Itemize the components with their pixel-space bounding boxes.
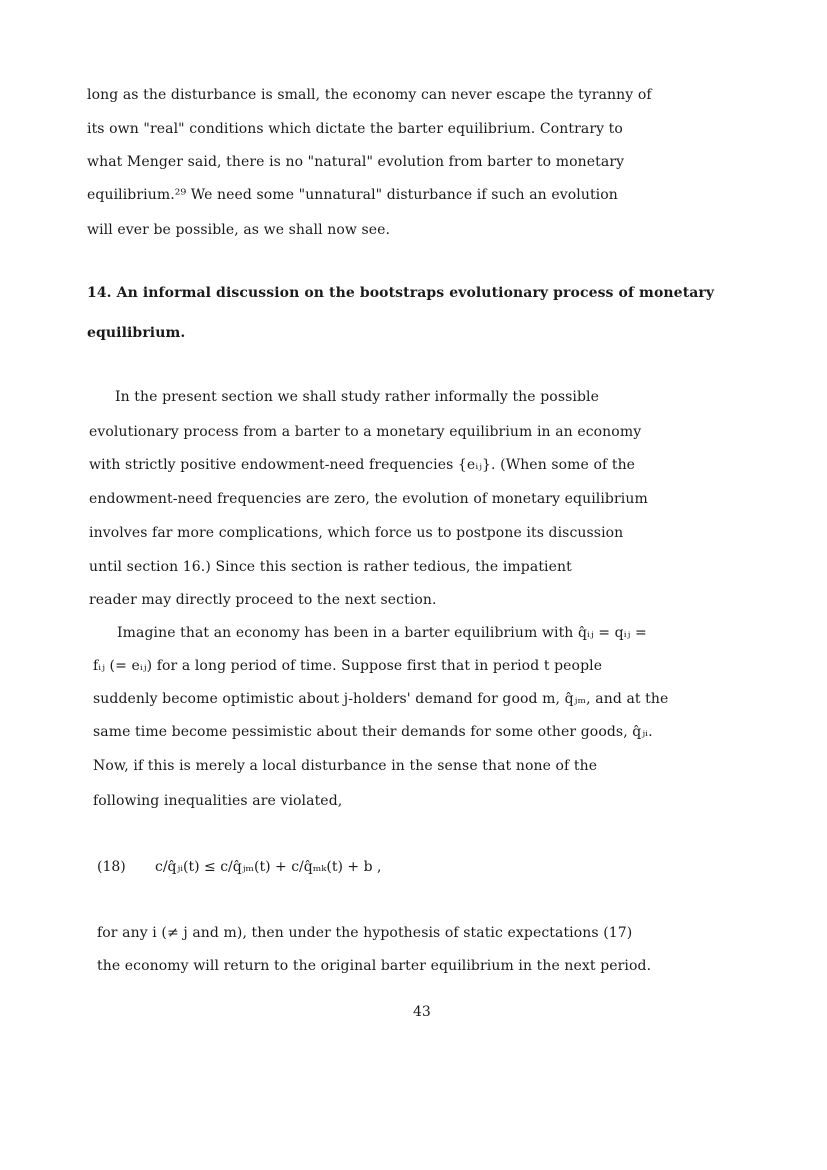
- text-line: Imagine that an economy has been in a barter equilibrium with q̂ᵢⱼ = qᵢⱼ =: [117, 625, 647, 641]
- equation-number: (18): [97, 859, 126, 875]
- text-line: equilibrium.²⁹ We need some "unnatural" disturbance if such an evolution: [87, 187, 618, 203]
- text-line: involves far more complications, which force us to postpone its discussion: [89, 525, 624, 541]
- text-line: evolutionary process from a barter to a monetary equilibrium in an economy: [89, 424, 642, 440]
- text-line: for any i (≠ j and m), then under the hypothesis of static expectations (17): [97, 925, 633, 941]
- text-line: reader may directly proceed to the next section.: [89, 592, 437, 608]
- text-line: the economy will return to the original barter equilibrium in the next period.: [97, 958, 652, 974]
- section-heading: 14. An informal discussion on the bootstraps evolutionary process of monetary: [87, 285, 715, 301]
- text-line: endowment-need frequencies are zero, the evolution of monetary equilibrium: [89, 491, 648, 507]
- text-line: with strictly positive endowment-need frequencies {eᵢⱼ}. (When some of the: [89, 457, 636, 473]
- section-heading: equilibrium.: [87, 325, 186, 341]
- text-line: suddenly become optimistic about j-holders' demand for good m, q̂ⱼₘ, and at the: [93, 691, 669, 707]
- text-line: will ever be possible, as we shall now see.: [87, 222, 391, 238]
- text-line: fᵢⱼ (= eᵢⱼ) for a long period of time. Suppose first that in period t people: [93, 658, 603, 674]
- equation-body: c/q̂ⱼᵢ(t) ≤ c/q̂ⱼₘ(t) + c/q̂ₘₖ(t) + b ,: [155, 859, 382, 875]
- text-line: same time become pessimistic about their demands for some other goods, q̂ⱼᵢ.: [93, 724, 653, 740]
- text-line: long as the disturbance is small, the economy can never escape the tyranny of: [87, 87, 652, 103]
- text-line: following inequalities are violated,: [93, 793, 343, 809]
- text-line: In the present section we shall study rather informally the possible: [115, 389, 599, 405]
- text-line: Now, if this is merely a local disturbance in the sense that none of the: [93, 758, 598, 774]
- text-line: what Menger said, there is no "natural" evolution from barter to monetary: [87, 154, 625, 170]
- page-number: 43: [413, 1004, 431, 1020]
- text-line: until section 16.) Since this section is rather tedious, the impatient: [89, 559, 572, 575]
- text-line: its own "real" conditions which dictate the barter equilibrium. Contrary to: [87, 121, 623, 137]
